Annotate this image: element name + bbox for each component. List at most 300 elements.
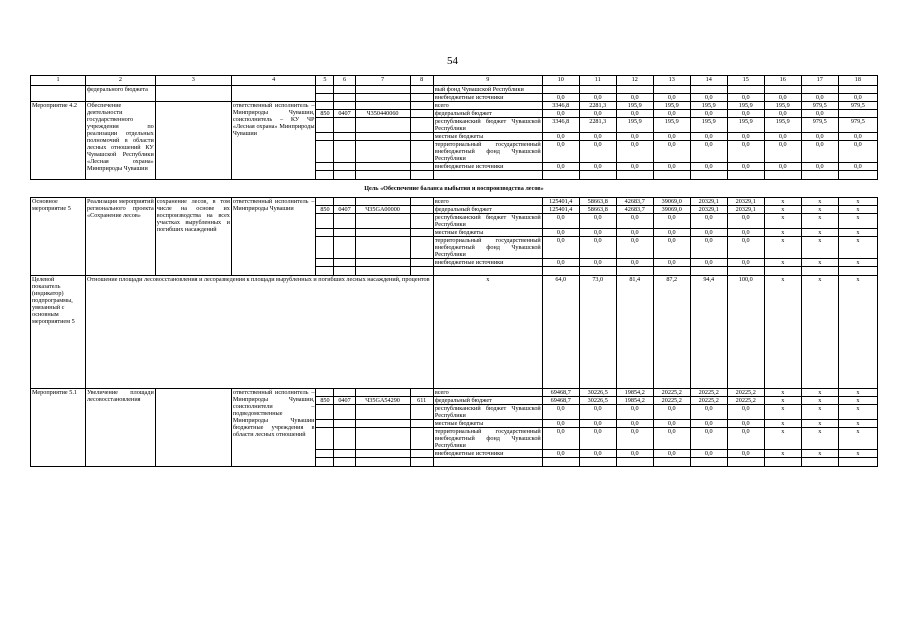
- value-cell: x: [838, 259, 877, 267]
- header-cell: 2: [85, 76, 155, 86]
- m51-desc: Увеличение площади лесовосстановления: [85, 389, 155, 467]
- header-row: [31, 76, 878, 86]
- source-cell: внебюджетные источники: [433, 94, 542, 102]
- header-cell: 6: [334, 76, 355, 86]
- value-cell: 0,0: [727, 420, 764, 428]
- value-cell: 0,0: [690, 450, 727, 458]
- value-cell: 20225,2: [727, 397, 764, 405]
- empty-cell: [616, 171, 653, 180]
- value-cell: 195,9: [616, 118, 653, 133]
- code-cell: [316, 428, 334, 450]
- empty-cell: [690, 267, 727, 276]
- indicator-mark: x: [433, 276, 542, 389]
- empty-cell: [433, 171, 542, 180]
- value-cell: 0,0: [542, 420, 579, 428]
- header-cell: 15: [727, 76, 764, 86]
- code-cell: [355, 389, 410, 397]
- source-cell: республиканский бюджет Чувашской Республики: [434, 214, 541, 228]
- code-target: Ч35GA00000: [355, 206, 410, 214]
- value-cell: 0,0: [653, 94, 690, 102]
- value-cell: 0,0: [542, 405, 579, 420]
- code-cell: [316, 214, 334, 229]
- empty-cell: [801, 267, 838, 276]
- value-cell: 195,9: [653, 102, 690, 110]
- value-cell: 0,0: [653, 141, 690, 163]
- indicator-text: Отношение площади лесовосстановления и лесоразведения к площади вырубленных и погибших лесных насаждений, процентов: [85, 276, 433, 389]
- empty-cell: [579, 458, 616, 467]
- value-cell: 0,0: [690, 405, 727, 420]
- value-cell: 58663,8: [579, 206, 616, 214]
- empty-cell: [410, 267, 433, 276]
- empty-cell: [334, 171, 355, 180]
- empty-cell: [355, 458, 410, 467]
- value-cell: x: [764, 214, 801, 229]
- indicator-name: Целевой показатель (индикатор) подпрограммы, увязанный с основным мероприятием 5: [31, 276, 86, 389]
- value-cell: 0,0: [579, 428, 616, 450]
- value-cell: x: [801, 229, 838, 237]
- empty-cell: [542, 267, 579, 276]
- value-cell: 42683,7: [616, 206, 653, 214]
- value-cell: 30226,5: [579, 397, 616, 405]
- empty-cell: [801, 171, 838, 180]
- value-cell: 0,0: [579, 141, 616, 163]
- empty-cell: [355, 267, 410, 276]
- source-cell: республиканский бюджет Чувашской Республики: [434, 405, 541, 419]
- value-cell: x: [801, 450, 838, 458]
- header-cell: 7: [355, 76, 410, 86]
- value-cell: x: [764, 259, 801, 267]
- code-cell: [410, 420, 433, 428]
- value-cell: 0,0: [542, 259, 579, 267]
- value-cell: x: [801, 276, 838, 389]
- value-cell: 195,9: [690, 102, 727, 110]
- source-cell: всего: [433, 389, 542, 397]
- m5-desc: Реализация мероприятий регионального проекта «Сохранение лесов»: [85, 198, 155, 276]
- code-cell: [334, 229, 355, 237]
- code-expense: [410, 206, 433, 214]
- value-cell: 20225,2: [690, 397, 727, 405]
- value-cell: 195,9: [690, 118, 727, 133]
- empty-cell: [616, 267, 653, 276]
- value-cell: 20225,2: [653, 397, 690, 405]
- value-cell: 0,0: [542, 110, 579, 118]
- value-cell: 20225,2: [727, 389, 764, 397]
- value-cell: 0,0: [727, 237, 764, 259]
- empty-cell: [653, 171, 690, 180]
- empty-cell: [579, 267, 616, 276]
- code-cell: [316, 198, 334, 206]
- empty-cell: [316, 171, 334, 180]
- code-cell: [334, 214, 355, 229]
- source-cell: всего: [433, 102, 542, 110]
- value-cell: 0,0: [690, 420, 727, 428]
- value-cell: 0,0: [579, 133, 616, 141]
- empty-cell: [690, 171, 727, 180]
- code-target: Ч350440060: [355, 110, 410, 118]
- value-cell: 979,5: [801, 102, 838, 110]
- empty-cell: [433, 458, 542, 467]
- header-cell: 18: [838, 76, 877, 86]
- value-cell: 3346,8: [542, 118, 579, 133]
- value-cell: x: [801, 420, 838, 428]
- m5-responsible: ответственный исполнитель – Минприроды Чувашии: [231, 198, 316, 276]
- code-expense: 611: [410, 397, 433, 405]
- empty-cell: [727, 171, 764, 180]
- value-cell: 87,2: [653, 276, 690, 389]
- m5-col3: сохранение лесов, в том числе на основе их воспроизводства на всех участках вырубленных и погибших насаждений: [155, 198, 231, 276]
- value-cell: 0,0: [727, 214, 764, 229]
- value-cell: [616, 86, 653, 94]
- value-cell: 0,0: [542, 428, 579, 450]
- value-cell: x: [764, 198, 801, 206]
- empty-cell: [764, 267, 801, 276]
- source-cell: республиканский бюджет Чувашской Республики: [434, 118, 541, 132]
- value-cell: 0,0: [653, 214, 690, 229]
- value-cell: 0,0: [542, 214, 579, 229]
- value-cell: 3346,8: [542, 102, 579, 110]
- value-cell: 0,0: [838, 163, 877, 171]
- header-cell: 14: [690, 76, 727, 86]
- value-cell: 20225,2: [653, 389, 690, 397]
- value-cell: 0,0: [690, 110, 727, 118]
- empty-cell: [355, 171, 410, 180]
- m42-desc: Обеспечение деятельности государственного учреждения по реализации отдельных полномочий в области лесных отношений КУ Чувашской Республики «Лесная охрана» Минприроды Чувашии: [85, 102, 155, 180]
- value-cell: 0,0: [616, 229, 653, 237]
- value-cell: x: [838, 450, 877, 458]
- header-cell: 16: [764, 76, 801, 86]
- value-cell: x: [801, 389, 838, 397]
- value-cell: 0,0: [653, 237, 690, 259]
- value-cell: 20329,1: [727, 206, 764, 214]
- value-cell: 0,0: [579, 214, 616, 229]
- empty-cell: [653, 458, 690, 467]
- code-cell: [355, 420, 410, 428]
- code-cell: [355, 133, 410, 141]
- page-number: 54: [447, 55, 458, 67]
- value-cell: x: [764, 389, 801, 397]
- value-cell: 0,0: [727, 133, 764, 141]
- value-cell: 0,0: [727, 428, 764, 450]
- value-cell: 0,0: [616, 259, 653, 267]
- value-cell: 0,0: [764, 110, 801, 118]
- code-cell: [355, 141, 410, 163]
- value-cell: 0,0: [542, 237, 579, 259]
- code-cell: [355, 214, 410, 229]
- empty-cell: [316, 458, 334, 467]
- value-cell: [653, 86, 690, 94]
- table-row: [31, 198, 878, 206]
- value-cell: x: [838, 214, 877, 229]
- value-cell: x: [838, 198, 877, 206]
- value-cell: 19854,2: [616, 397, 653, 405]
- header-cell: 9: [433, 76, 542, 86]
- empty-cell: [410, 171, 433, 180]
- header-cell: 5: [316, 76, 334, 86]
- value-cell: 39069,0: [653, 206, 690, 214]
- value-cell: 195,9: [616, 102, 653, 110]
- value-cell: 0,0: [542, 94, 579, 102]
- value-cell: x: [801, 237, 838, 259]
- value-cell: x: [838, 428, 877, 450]
- value-cell: x: [838, 389, 877, 397]
- empty-cell: [334, 458, 355, 467]
- m42-name: Мероприятие 4.2: [31, 102, 86, 180]
- value-cell: 0,0: [579, 229, 616, 237]
- value-cell: x: [838, 206, 877, 214]
- value-cell: 0,0: [616, 110, 653, 118]
- code-cell: [316, 420, 334, 428]
- code-expense: [410, 110, 433, 118]
- header-cell: 1: [31, 76, 86, 86]
- value-cell: 0,0: [542, 450, 579, 458]
- value-cell: x: [838, 229, 877, 237]
- cont-col2: федерального бюджета: [85, 86, 155, 102]
- source-cell: территориальный государственный внебюджетный фонд Чувашской Республики: [434, 237, 541, 258]
- code-cell: [410, 118, 433, 133]
- code-grbs: 850: [316, 397, 334, 405]
- cont-col1: [31, 86, 86, 102]
- value-cell: 0,0: [653, 259, 690, 267]
- code-cell: [355, 405, 410, 420]
- empty-cell: [727, 458, 764, 467]
- value-cell: x: [764, 206, 801, 214]
- value-cell: 2281,3: [579, 118, 616, 133]
- value-cell: 979,5: [801, 118, 838, 133]
- code-cell: [355, 237, 410, 259]
- value-cell: 0,0: [616, 214, 653, 229]
- value-cell: 0,0: [838, 94, 877, 102]
- code-grbs: 850: [316, 110, 334, 118]
- value-cell: x: [764, 237, 801, 259]
- value-cell: [838, 110, 877, 118]
- code-target: Ч35GA54290: [355, 397, 410, 405]
- code-cell: [334, 405, 355, 420]
- code-section: 0407: [334, 206, 355, 214]
- code-cell: [410, 450, 433, 458]
- m51-name: Мероприятие 5.1: [31, 389, 86, 467]
- source-cell: федеральный бюджет: [433, 110, 542, 118]
- value-cell: 0,0: [764, 133, 801, 141]
- value-cell: 0,0: [616, 428, 653, 450]
- empty-cell: [764, 171, 801, 180]
- code-cell: [355, 86, 410, 94]
- goal-row: [31, 180, 878, 198]
- value-cell: 0,0: [653, 420, 690, 428]
- code-cell: [316, 405, 334, 420]
- source-cell: вый фонд Чувашской Республики: [433, 86, 542, 94]
- value-cell: 0,0: [727, 141, 764, 163]
- value-cell: 0,0: [542, 229, 579, 237]
- value-cell: 0,0: [727, 163, 764, 171]
- header-cell: 10: [542, 76, 579, 86]
- header-cell: 17: [801, 76, 838, 86]
- code-cell: [334, 198, 355, 206]
- code-cell: [410, 229, 433, 237]
- empty-cell: [838, 458, 877, 467]
- code-cell: [355, 102, 410, 110]
- value-cell: 0,0: [727, 259, 764, 267]
- value-cell: 0,0: [801, 163, 838, 171]
- m5-name: Основное мероприятие 5: [31, 198, 86, 276]
- code-cell: [355, 428, 410, 450]
- code-cell: [334, 428, 355, 450]
- code-cell: [316, 163, 334, 171]
- value-cell: 0,0: [616, 450, 653, 458]
- value-cell: x: [764, 405, 801, 420]
- value-cell: x: [801, 206, 838, 214]
- code-cell: [410, 259, 433, 267]
- m51-col3: [155, 389, 231, 467]
- code-cell: [334, 420, 355, 428]
- value-cell: 195,9: [764, 102, 801, 110]
- value-cell: 0,0: [579, 259, 616, 267]
- value-cell: [579, 86, 616, 94]
- code-cell: [316, 389, 334, 397]
- empty-cell: [433, 267, 542, 276]
- value-cell: x: [801, 214, 838, 229]
- empty-cell: [579, 171, 616, 180]
- source-cell: местные бюджеты: [433, 420, 542, 428]
- value-cell: 195,9: [653, 118, 690, 133]
- code-cell: [355, 118, 410, 133]
- source-cell: территориальный государственный внебюджетный фонд Чувашской Республики: [434, 428, 541, 449]
- empty-cell: [838, 171, 877, 180]
- header-cell: 13: [653, 76, 690, 86]
- code-cell: [410, 237, 433, 259]
- value-cell: 125401,4: [542, 198, 579, 206]
- value-cell: 0,0: [579, 420, 616, 428]
- source-cell: внебюджетные источники: [433, 163, 542, 171]
- code-cell: [355, 450, 410, 458]
- code-section: 0407: [334, 397, 355, 405]
- code-cell: [410, 389, 433, 397]
- code-cell: [410, 214, 433, 229]
- value-cell: 0,0: [542, 163, 579, 171]
- code-cell: [316, 118, 334, 133]
- value-cell: [690, 86, 727, 94]
- value-cell: 69468,7: [542, 389, 579, 397]
- code-cell: [316, 141, 334, 163]
- value-cell: 20329,1: [727, 198, 764, 206]
- value-cell: 42683,7: [616, 198, 653, 206]
- code-cell: [410, 141, 433, 163]
- empty-cell: [690, 458, 727, 467]
- empty-cell: [653, 267, 690, 276]
- value-cell: 979,5: [838, 118, 877, 133]
- value-cell: 81,4: [616, 276, 653, 389]
- header-cell: 11: [579, 76, 616, 86]
- empty-cell: [727, 267, 764, 276]
- empty-cell: [410, 458, 433, 467]
- value-cell: x: [801, 428, 838, 450]
- empty-cell: [838, 267, 877, 276]
- value-cell: 0,0: [653, 450, 690, 458]
- value-cell: [838, 86, 877, 94]
- code-cell: [334, 86, 355, 94]
- value-cell: [542, 86, 579, 94]
- code-cell: [334, 163, 355, 171]
- code-cell: [334, 237, 355, 259]
- value-cell: 0,0: [690, 163, 727, 171]
- indicator-row: [31, 276, 878, 389]
- value-cell: 30226,5: [579, 389, 616, 397]
- source-cell: внебюджетные источники: [433, 259, 542, 267]
- value-cell: 0,0: [579, 450, 616, 458]
- value-cell: 0,0: [690, 94, 727, 102]
- value-cell: 0,0: [616, 405, 653, 420]
- m42-col3: [155, 102, 231, 180]
- code-cell: [316, 133, 334, 141]
- value-cell: [801, 86, 838, 94]
- value-cell: 125401,4: [542, 206, 579, 214]
- value-cell: 979,5: [838, 102, 877, 110]
- header-cell: 12: [616, 76, 653, 86]
- code-cell: [410, 86, 433, 94]
- empty-cell: [764, 458, 801, 467]
- value-cell: 0,0: [616, 237, 653, 259]
- value-cell: 0,0: [690, 141, 727, 163]
- value-cell: x: [838, 420, 877, 428]
- code-cell: [316, 229, 334, 237]
- code-cell: [355, 259, 410, 267]
- value-cell: 195,9: [764, 118, 801, 133]
- value-cell: 0,0: [616, 163, 653, 171]
- header-cell: 8: [410, 76, 433, 86]
- value-cell: 20329,1: [690, 198, 727, 206]
- value-cell: 64,0: [542, 276, 579, 389]
- code-cell: [355, 198, 410, 206]
- source-cell: всего: [433, 198, 542, 206]
- value-cell: 0,0: [653, 428, 690, 450]
- code-cell: [334, 450, 355, 458]
- value-cell: 0,0: [616, 94, 653, 102]
- code-cell: [410, 163, 433, 171]
- value-cell: 0,0: [579, 110, 616, 118]
- value-cell: 0,0: [764, 141, 801, 163]
- value-cell: 0,0: [727, 110, 764, 118]
- code-section: 0407: [334, 110, 355, 118]
- code-grbs: 850: [316, 206, 334, 214]
- cont-col4: [231, 86, 316, 102]
- value-cell: x: [801, 198, 838, 206]
- value-cell: x: [838, 276, 877, 389]
- value-cell: 0,0: [653, 110, 690, 118]
- value-cell: x: [764, 229, 801, 237]
- code-cell: [316, 237, 334, 259]
- empty-cell: [334, 267, 355, 276]
- value-cell: 0,0: [801, 141, 838, 163]
- value-cell: [727, 86, 764, 94]
- code-cell: [334, 102, 355, 110]
- code-cell: [334, 389, 355, 397]
- value-cell: 0,0: [616, 420, 653, 428]
- code-cell: [355, 163, 410, 171]
- code-cell: [316, 94, 334, 102]
- value-cell: 0,0: [801, 133, 838, 141]
- code-cell: [410, 102, 433, 110]
- value-cell: 0,0: [653, 133, 690, 141]
- value-cell: 0,0: [690, 237, 727, 259]
- code-cell: [410, 94, 433, 102]
- value-cell: 195,9: [727, 102, 764, 110]
- goal-title: Цель «Обеспечение баланса выбытия и воспроизводства лесов»: [31, 180, 878, 198]
- value-cell: 0,0: [690, 133, 727, 141]
- value-cell: 19854,2: [616, 389, 653, 397]
- value-cell: 0,0: [727, 450, 764, 458]
- code-cell: [316, 102, 334, 110]
- value-cell: 0,0: [579, 237, 616, 259]
- value-cell: 0,0: [690, 428, 727, 450]
